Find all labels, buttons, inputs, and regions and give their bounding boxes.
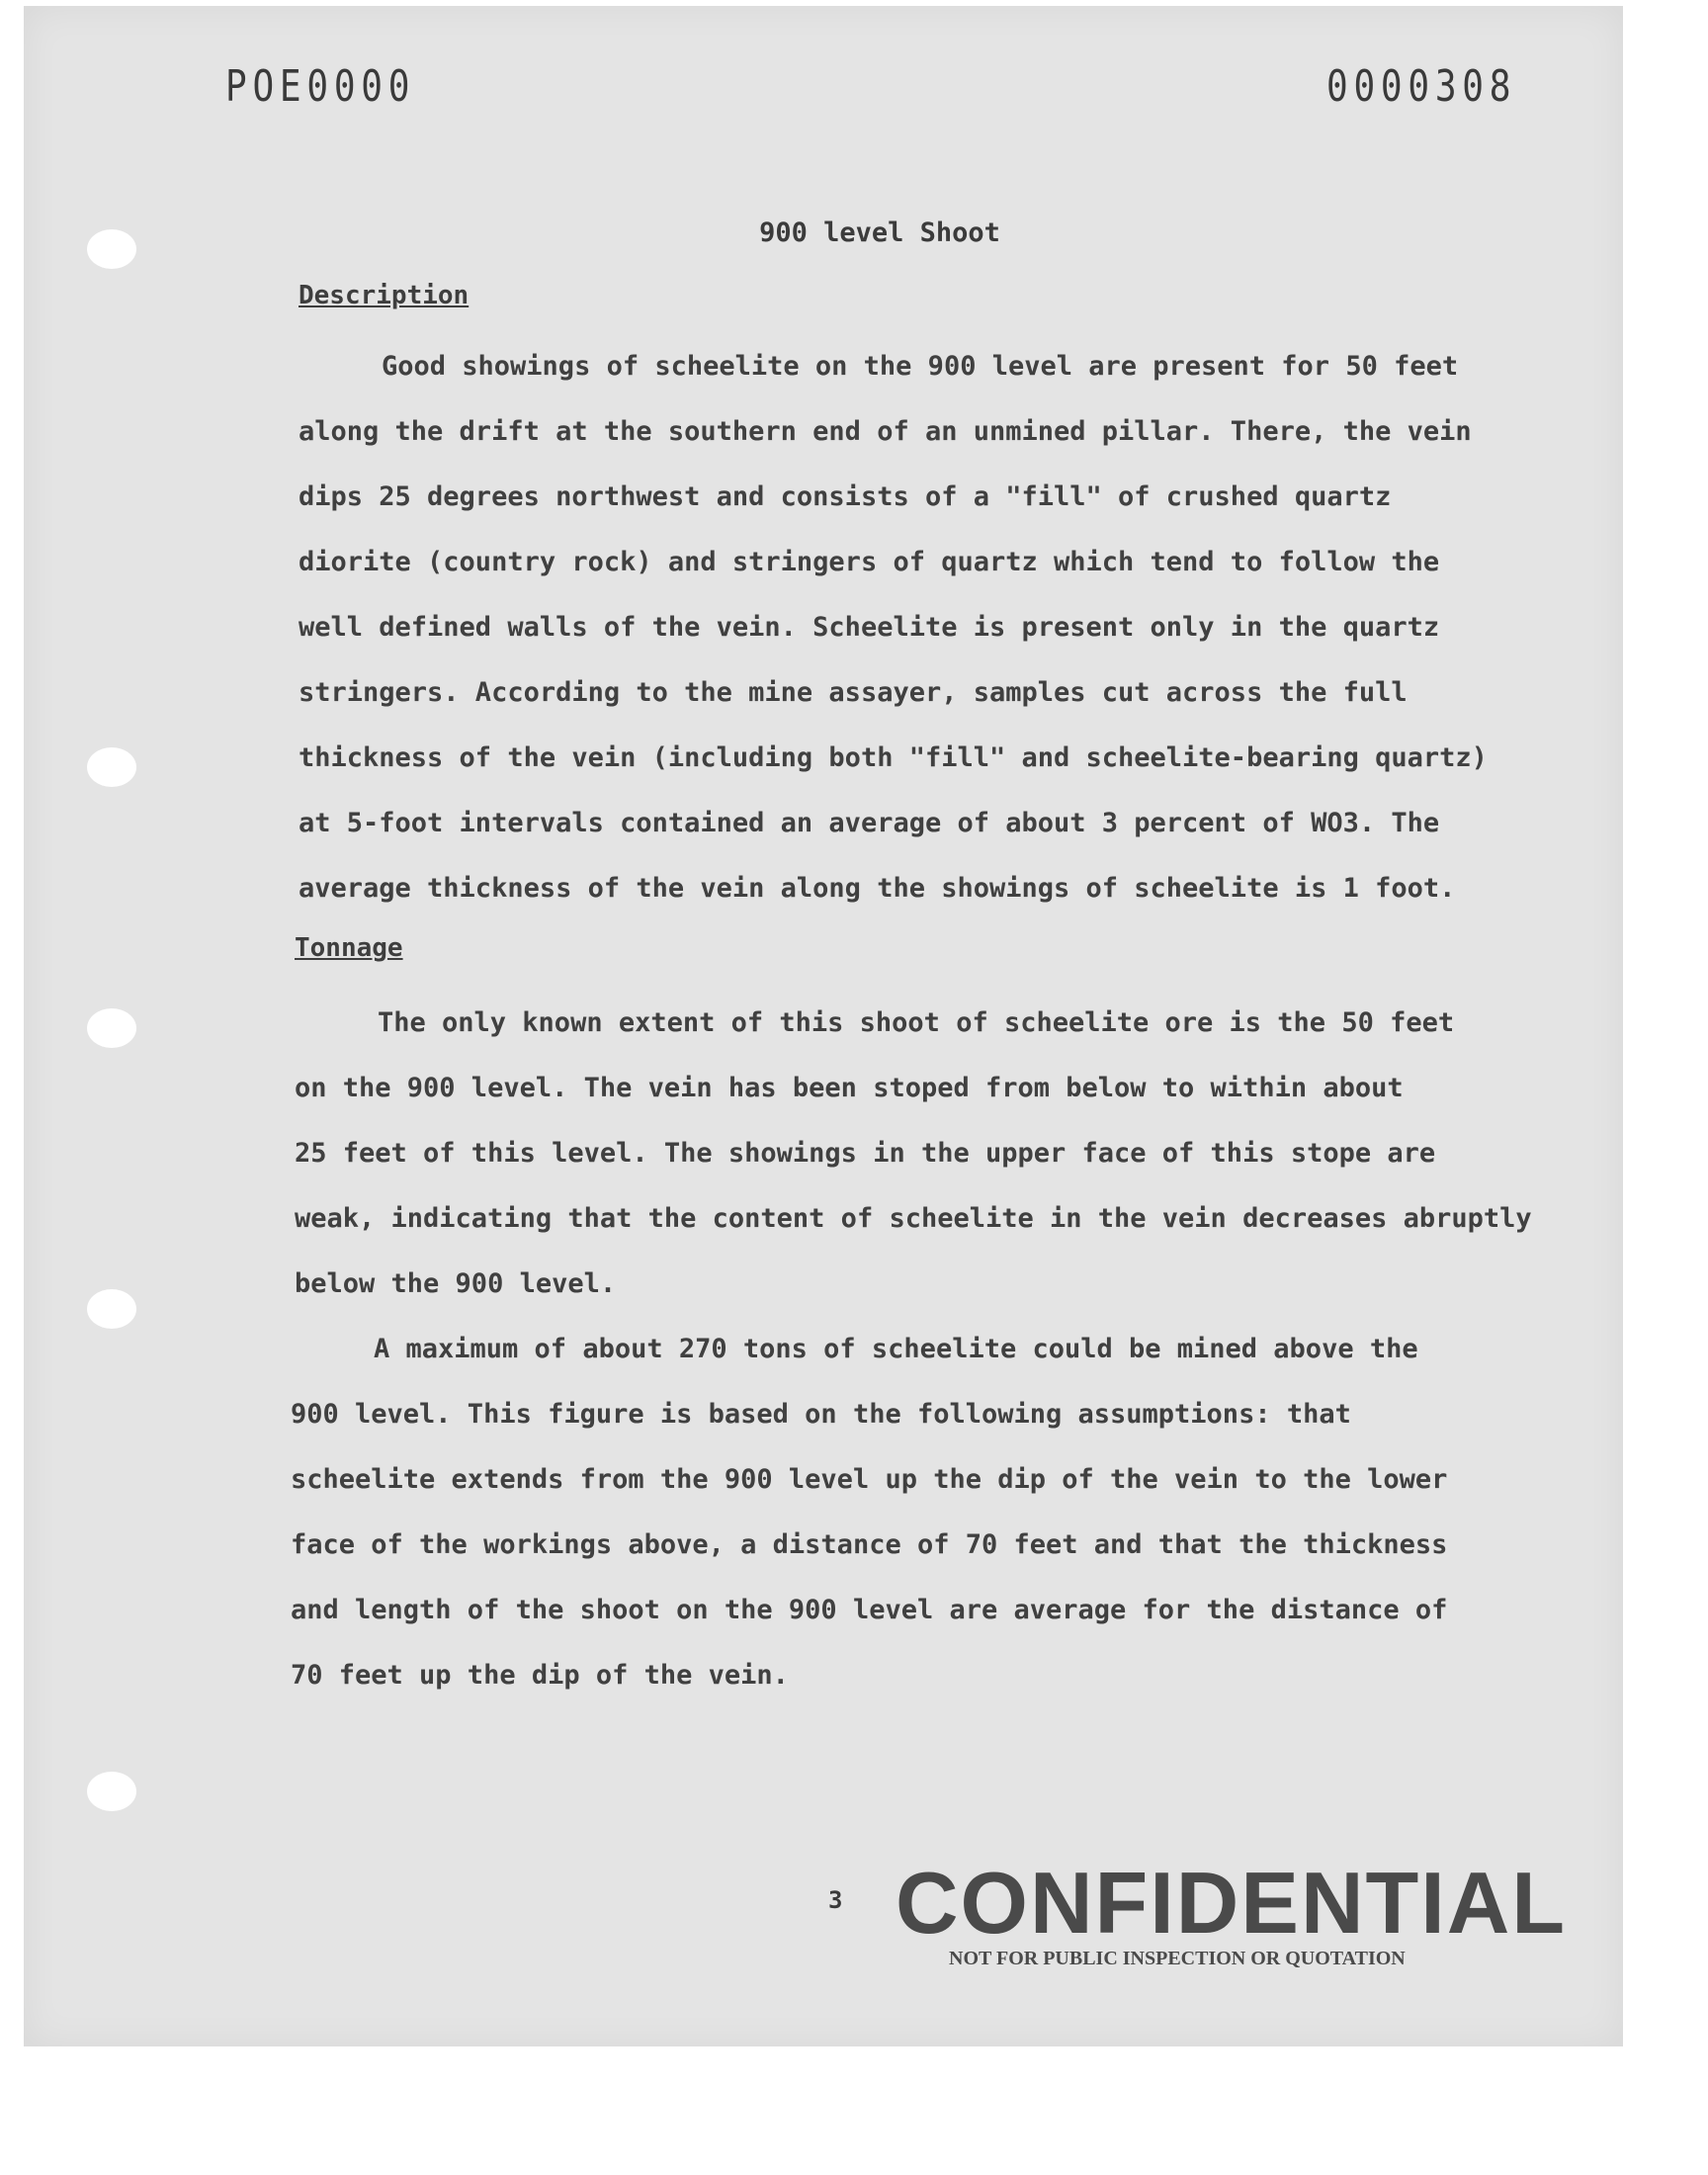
stamp-subtitle: NOT FOR PUBLIC INSPECTION OR QUOTATION [949, 1948, 1406, 1969]
text-line: Good showings of scheelite on the 900 level are present for 50 feet [382, 351, 1459, 382]
text-line: stringers. According to the mine assayer, samples cut across the full [299, 677, 1408, 708]
text-line: thickness of the vein (including both "fill" and scheelite-bearing quartz) [299, 742, 1488, 773]
punch-hole [87, 747, 136, 787]
text-line: below the 900 level. [295, 1268, 617, 1299]
text-line: 900 level. This figure is based on the following assumptions: that [291, 1399, 1351, 1430]
text-line: average thickness of the vein along the showings of scheelite is 1 foot. [299, 873, 1456, 904]
punch-hole [87, 1289, 136, 1329]
text-line: scheelite extends from the 900 level up the dip of the vein to the lower [291, 1464, 1448, 1495]
confidential-stamp [896, 1854, 1617, 1970]
text-line: 25 feet of this level. The showings in the upper face of this stope are [295, 1138, 1436, 1169]
text-line: The only known extent of this shoot of scheelite ore is the 50 feet [378, 1007, 1455, 1038]
punch-hole [87, 1008, 136, 1048]
text-line: at 5-foot intervals contained an average of about 3 percent of WO3. The [299, 808, 1440, 838]
tonnage-paragraph [295, 991, 1532, 1317]
section-heading-tonnage: Tonnage [295, 933, 403, 963]
text-line: weak, indicating that the content of scheelite in the vein decreases abruptly [295, 1203, 1532, 1234]
document-id-right: 0000308 [1326, 61, 1517, 112]
text-line: well defined walls of the vein. Scheelite is present only in the quartz [299, 612, 1440, 643]
section-heading-description: Description [299, 281, 470, 310]
description-paragraph [299, 334, 1488, 921]
text-line: 70 feet up the dip of the vein. [291, 1660, 789, 1691]
text-line: dips 25 degrees northwest and consists of a "fill" of crushed quartz [299, 481, 1392, 512]
text-line: and length of the shoot on the 900 level are average for the distance of [291, 1595, 1448, 1625]
estimate-paragraph [291, 1317, 1447, 1708]
text-line: on the 900 level. The vein has been stoped from below to within about [295, 1073, 1404, 1103]
text-line: face of the workings above, a distance of 70 feet and that the thickness [291, 1529, 1448, 1560]
document-id-left: POE0000 [225, 61, 416, 112]
stamp-title: CONFIDENTIAL [896, 1854, 1568, 1952]
punch-hole [87, 1772, 136, 1811]
text-line: A maximum of about 270 tons of scheelite could be mined above the [374, 1334, 1418, 1364]
page-title: 900 level Shoot [759, 218, 1000, 248]
text-line: along the drift at the southern end of an unmined pillar. There, the vein [299, 416, 1472, 447]
text-line: diorite (country rock) and stringers of quartz which tend to follow the [299, 547, 1440, 577]
page-number: 3 [828, 1886, 843, 1914]
